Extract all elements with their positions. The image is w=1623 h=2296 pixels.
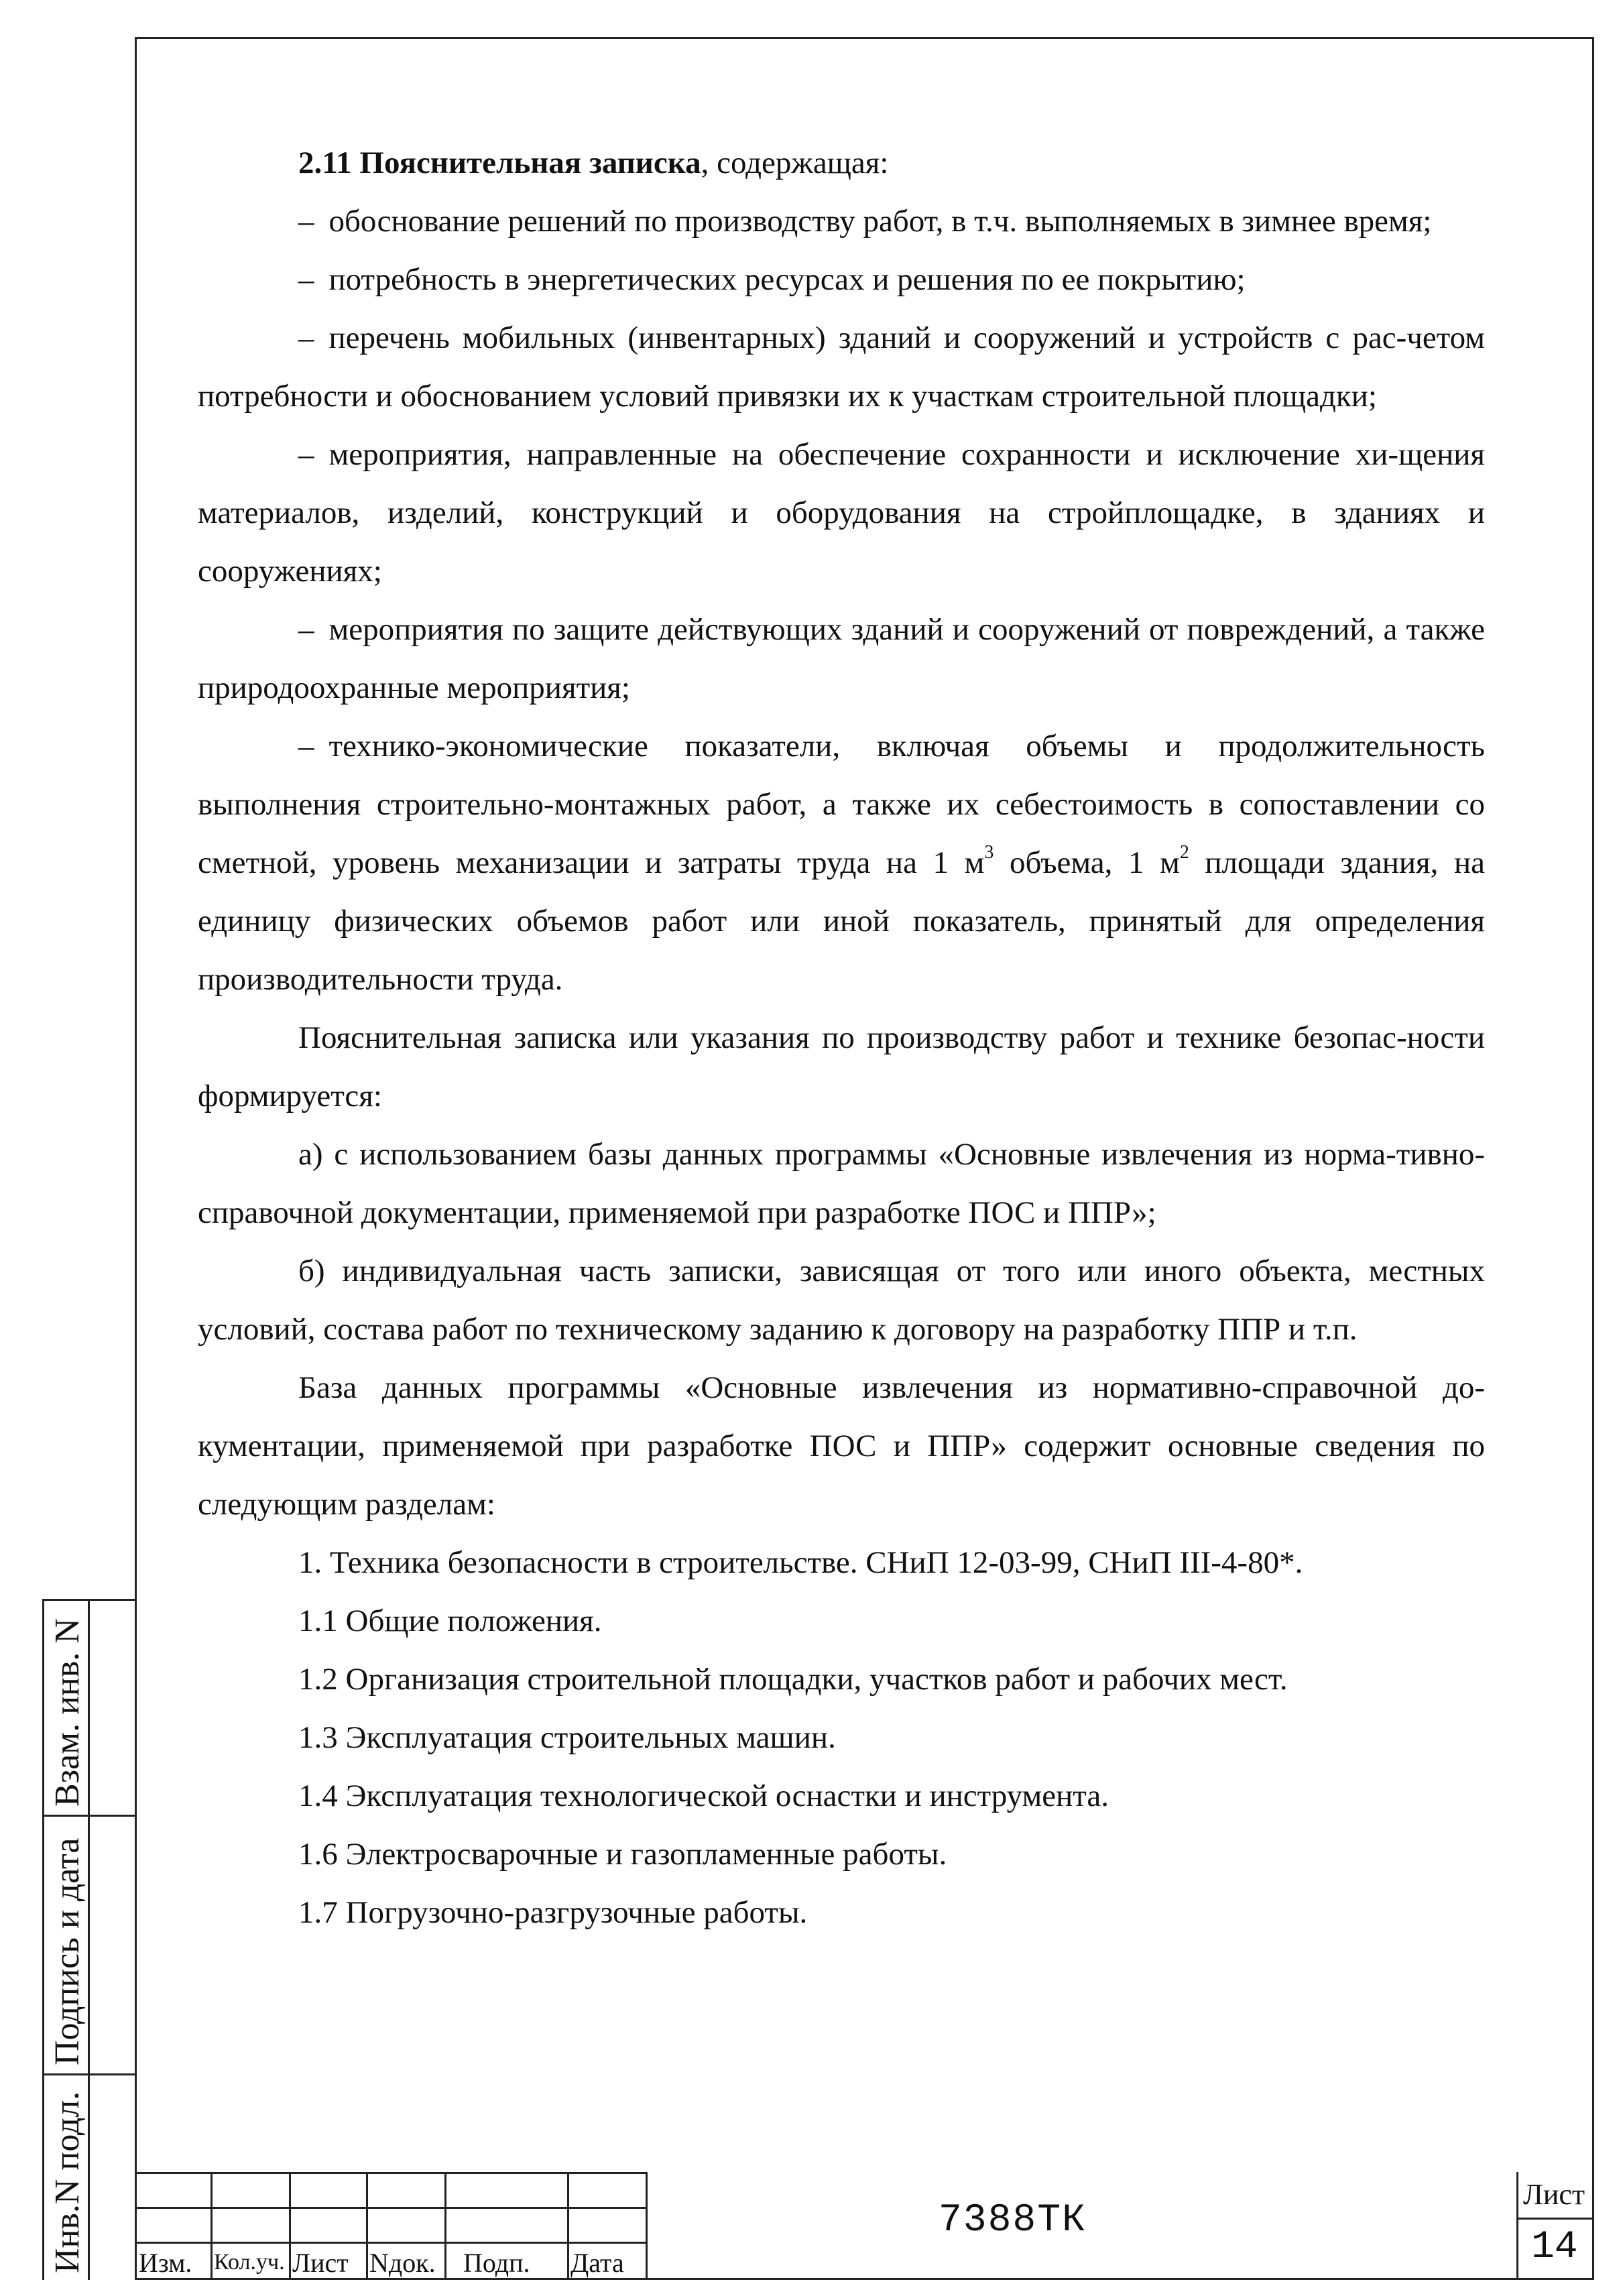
list-item: – мероприятия, направленные на обеспечение сохранности и исключение хи-щения материалов, изделий, конструкций и оборудования на стройплощадке, в зданиях и сооружениях; [198, 437, 1485, 589]
sheet-number: 14 [1531, 2226, 1578, 2269]
inv-podl-label: Инв.N подл. [48, 2091, 86, 2273]
paragraph-formed: Пояснительная записка или указания по производству работ и технике безопас-ности формируется: [198, 1020, 1485, 1113]
paragraph-b: б) индивидуальная часть записки, зависящая от того или иного объекта, местных условий, состава работ по техническому заданию к договору на разработку ППР и т.п. [198, 1254, 1485, 1347]
list-item: – перечень мобильных (инвентарных) зданий и сооружений и устройств с рас-четом потребности и обоснованием условий привязки их к участкам строительной площадки; [198, 320, 1485, 414]
section-title: Пояснительная записка [359, 145, 701, 180]
section-list-item: 1.3 Эксплуатация строительных машин. [298, 1720, 836, 1755]
list-item: – мероприятия по защите действующих зданий и сооружений от повреждений, а также природоохранные мероприятия; [198, 612, 1485, 705]
section-number: 2.11 [298, 145, 352, 180]
paragraph-database: База данных программы «Основные извлечения из нормативно-справочной до-кументации, применяемой при разработке ПОС и ППР» содержит основные сведения по следующим разделам: [198, 1370, 1485, 1522]
sheet-box [1516, 2172, 1594, 2280]
side-stamp [42, 1599, 135, 2280]
title-block-grid [135, 2172, 648, 2280]
section-list-item: 1.7 Погрузочно-разгрузочные работы. [298, 1895, 808, 1930]
col-ndok: Nдок. [369, 2248, 436, 2278]
section-list-item: 1.2 Организация строительной площадки, участков работ и рабочих мест. [298, 1662, 1288, 1697]
paragraph-a: а) с использованием базы данных программы «Основные извлечения из норма-тивно-справочной документации, применяемой при разработке ПОС и ППР»; [198, 1137, 1485, 1230]
sheet-label: Лист [1523, 2178, 1585, 2211]
list-item: – обоснование решений по производству работ, в т.ч. выполняемых в зимнее время; [298, 204, 1432, 239]
col-kol-uch: Кол.уч. [214, 2250, 285, 2275]
document-code: 7388ТК [939, 2199, 1087, 2242]
col-list: Лист [292, 2248, 349, 2278]
section-list-item: 1.4 Эксплуатация технологической оснастки и инструмента. [298, 1778, 1109, 1813]
col-data: Дата [570, 2248, 624, 2278]
list-item: – потребность в энергетических ресурсах и решения по ее покрытию; [298, 262, 1246, 297]
section-intro: , содержащая: [701, 145, 889, 180]
section-list-item: 1.1 Общие положения. [298, 1604, 602, 1638]
section-heading [198, 134, 1485, 192]
document-body [198, 134, 1485, 1942]
section-list-item: 1.6 Электросварочные и газопламенные работы. [298, 1837, 947, 1872]
podpis-data-label: Подпись и дата [48, 1837, 86, 2065]
col-podp: Подп. [463, 2248, 530, 2278]
section-list-item: 1. Техника безопасности в строительстве. СНиП 12-03-99, СНиП III-4-80*. [298, 1545, 1303, 1580]
list-item-tech-econ: – технико-экономические показатели, включая объемы и продолжительность выполнения строительно-монтажных работ, а также их себестоимость в сопоставлении со сметной, уровень механизации и затраты труда на 1 $м^3$ объема, 1 $м^2$ площади здания, на единицу физических объемов работ или иной показатель, принятый для определения производительности труда. [198, 729, 1485, 997]
col-izm: Изм. [139, 2248, 192, 2278]
vzam-inv-label: Взам. инв. N [48, 1618, 86, 1807]
